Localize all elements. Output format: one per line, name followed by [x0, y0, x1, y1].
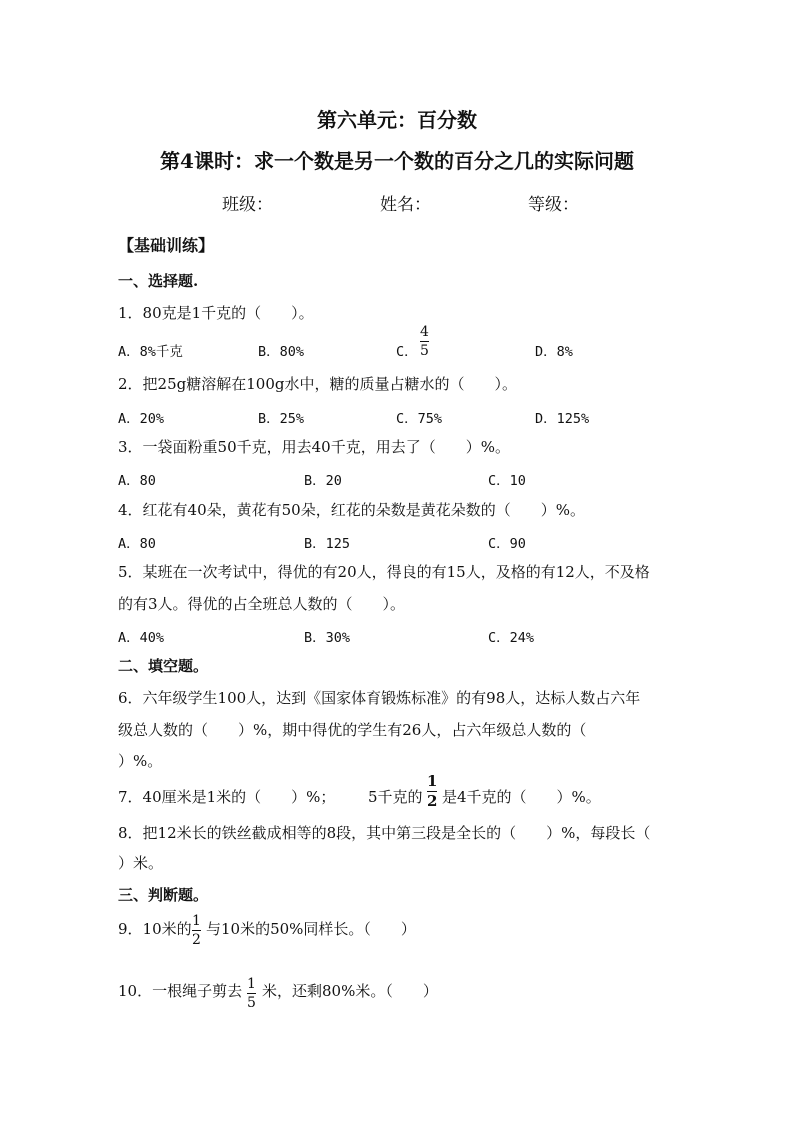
fraction-numerator: 1 — [247, 976, 256, 992]
question-7-part2: 5千克的 — [368, 788, 423, 806]
question-9-post: 与10米的50%同样长。（ ） — [206, 920, 416, 938]
q5-option-b: B．30% — [304, 630, 351, 646]
section-heading: 【基础训练】 — [118, 236, 215, 255]
q3-option-c: C．10 — [488, 473, 526, 489]
q2-option-d: D．125% — [535, 411, 590, 427]
fraction-denominator: 2 — [427, 792, 438, 810]
question-7-part1: 7．40厘米是1米的（ ）%； — [118, 788, 336, 806]
fraction-bar — [192, 930, 201, 931]
question-8-line1: 8．把12米长的铁丝截成相等的8段，其中第三段是全长的（ ）%，每段长（ — [118, 824, 651, 842]
unit-title: 第六单元：百分数 — [317, 108, 477, 132]
question-6-line1: 6．六年级学生100人，达到《国家体育锻炼标准》的有98人，达标人数占六年 — [118, 689, 641, 707]
fraction-bar — [247, 993, 256, 994]
fraction-denominator: 5 — [420, 343, 429, 359]
question-10-pre: 10．一根绳子剪去 — [118, 982, 243, 1000]
fraction-numerator: 1 — [427, 772, 438, 790]
fraction-denominator: 5 — [247, 995, 256, 1011]
question-1: 1．80克是1千克的（ ）。 — [118, 304, 314, 322]
q3-option-a: A．80 — [118, 473, 156, 489]
fraction-numerator: 4 — [420, 324, 429, 340]
class-label: 班级： — [222, 195, 273, 215]
q5-option-c: C．24% — [488, 630, 535, 646]
q7-fraction — [427, 774, 437, 809]
q1-option-d: D．8% — [535, 344, 573, 360]
q2-option-a: A．20% — [118, 411, 165, 427]
question-5-line1: 5．某班在一次考试中，得优的有20人，得良的有15人，及格的有12人，不及格 — [118, 563, 650, 581]
q2-option-c: C．75% — [396, 411, 443, 427]
question-3: 3．一袋面粉重50千克，用去40千克，用去了（ ）%。 — [118, 438, 510, 456]
question-2: 2．把25g糖溶解在100g水中，糖的质量占糖水的（ ）。 — [118, 375, 517, 393]
question-5-line2: 的有3人。得优的占全班总人数的（ ）。 — [118, 595, 406, 613]
q9-fraction — [192, 914, 201, 947]
q4-option-a: A．80 — [118, 536, 156, 552]
q1-option-a: A．8%千克 — [118, 344, 183, 360]
q3-option-b: B．20 — [304, 473, 342, 489]
question-6-line2: 级总人数的（ ）%，期中得优的学生有26人，占六年级总人数的（ — [118, 721, 587, 739]
q1-option-c: C． — [396, 344, 418, 360]
question-9-pre: 9．10米的 — [118, 920, 192, 938]
question-6-line3: ）%。 — [118, 752, 163, 770]
question-8-line2: ）米。 — [118, 854, 164, 872]
question-7-part3: 是4千克的（ ）%。 — [442, 788, 601, 806]
question-10-post: 米，还剩80%米。（ ） — [262, 982, 438, 1000]
fraction-denominator: 2 — [192, 932, 201, 948]
q10-fraction — [247, 977, 256, 1010]
q4-option-b: B．125 — [304, 536, 351, 552]
fraction-bar — [420, 341, 429, 342]
q1-option-c-fraction — [420, 325, 429, 358]
lesson-title: 第4课时：求一个数是另一个数的百分之几的实际问题 — [160, 149, 634, 173]
grade-label: 等级： — [528, 195, 579, 215]
part1-heading: 一、选择题. — [118, 272, 199, 290]
q5-option-a: A．40% — [118, 630, 165, 646]
part2-heading: 二、填空题。 — [118, 657, 209, 675]
name-label: 姓名： — [380, 195, 431, 215]
part3-heading: 三、判断题。 — [118, 886, 209, 904]
q4-option-c: C．90 — [488, 536, 526, 552]
q2-option-b: B．25% — [258, 411, 305, 427]
fraction-numerator: 1 — [192, 913, 201, 929]
question-4: 4．红花有40朵，黄花有50朵，红花的朵数是黄花朵数的（ ）%。 — [118, 501, 585, 519]
q1-option-b: B．80% — [258, 344, 305, 360]
